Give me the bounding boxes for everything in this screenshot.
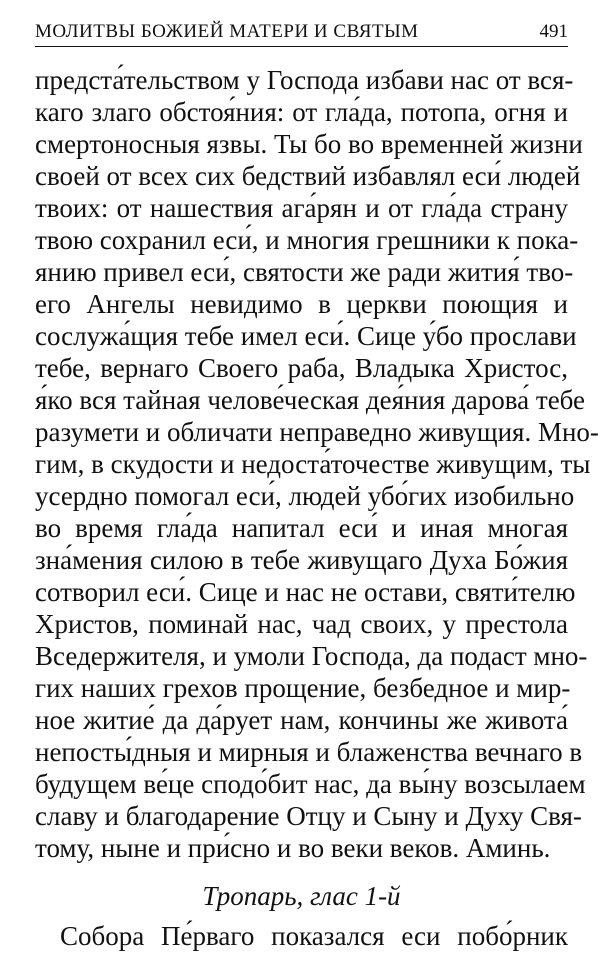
text-line: Вседержителя, и умоли Господа, да подаст мно- (35, 641, 588, 671)
text-line: усердно помогал еси́, людей убо́гих изобильно (35, 481, 575, 511)
text-line: предста́тельством у Господа избави нас от вся- (35, 65, 574, 95)
troparion-heading: Тропарь, глас 1-й (202, 881, 401, 911)
text-line: гим, в скудости и недоста́точестве живущим, ты (35, 449, 591, 479)
text-line: твою сохранил еси́, и многия грешники к пока- (35, 225, 579, 255)
text-line: твоих: от нашествия ага́рян и от гла́да страну (35, 193, 568, 223)
text-line: гих наших грехов прощение, безбедное и мир- (35, 673, 571, 703)
text-line: непосты́дныя и мирныя и блаженства вечнаго в (35, 737, 583, 767)
text-line: янию привел еси́, святости же ради жития́ тво- (35, 257, 574, 287)
text-line: Собора Пе́рваго показался еси побо́рник (60, 921, 568, 951)
page-header (35, 18, 568, 47)
text-line: тому, ныне и при́сно и во веки веков. Аминь. (35, 833, 551, 863)
text-line: тебе, вернаго Своего раба, Владыка Христос, (35, 353, 568, 383)
page-number: 491 (539, 21, 568, 42)
text-line: во время гла́да напитал еси́ и иная многая (35, 513, 568, 543)
text-line: будущем ве́це сподо́бит нас, да вы́ну возсылаем (35, 769, 586, 799)
text-line: зна́мения силою в тебе живущаго Духа Бо́жия (35, 545, 568, 575)
text-line: Христов, поминай нас, чад своих, у престола (35, 609, 568, 639)
text-line: сотворил еси́. Сице и нас не остави, святи́телю (35, 577, 576, 607)
text-line: разумети и обличати неправедно живущия. Мно- (35, 417, 599, 447)
text-line: ное житие́ да да́рует нам, кончины же живота́ (35, 705, 568, 735)
text-line: сослужа́щия тебе имел еси́. Сице у́бо прослави (35, 321, 577, 351)
text-line: я́ко вся тайная челове́ческая дея́ния дарова́ тебе (35, 385, 586, 415)
running-title: МОЛИТВЫ БОЖИЕЙ МАТЕРИ И СВЯТЫМ (35, 21, 419, 42)
text-line: славу и благодарение Отцу и Сыну и Духу Свя- (35, 801, 582, 831)
text-line: смертоносныя язвы. Ты бо во временней жизни (35, 129, 583, 159)
text-line: его Ангелы невидимо в церкви поющия и (35, 289, 568, 319)
text-line: своей от всех сих бедствий избавлял еси́ людей (35, 161, 581, 191)
text-line: каго злаго обстоя́ния: от гла́да, потопа, огня и (35, 97, 568, 127)
